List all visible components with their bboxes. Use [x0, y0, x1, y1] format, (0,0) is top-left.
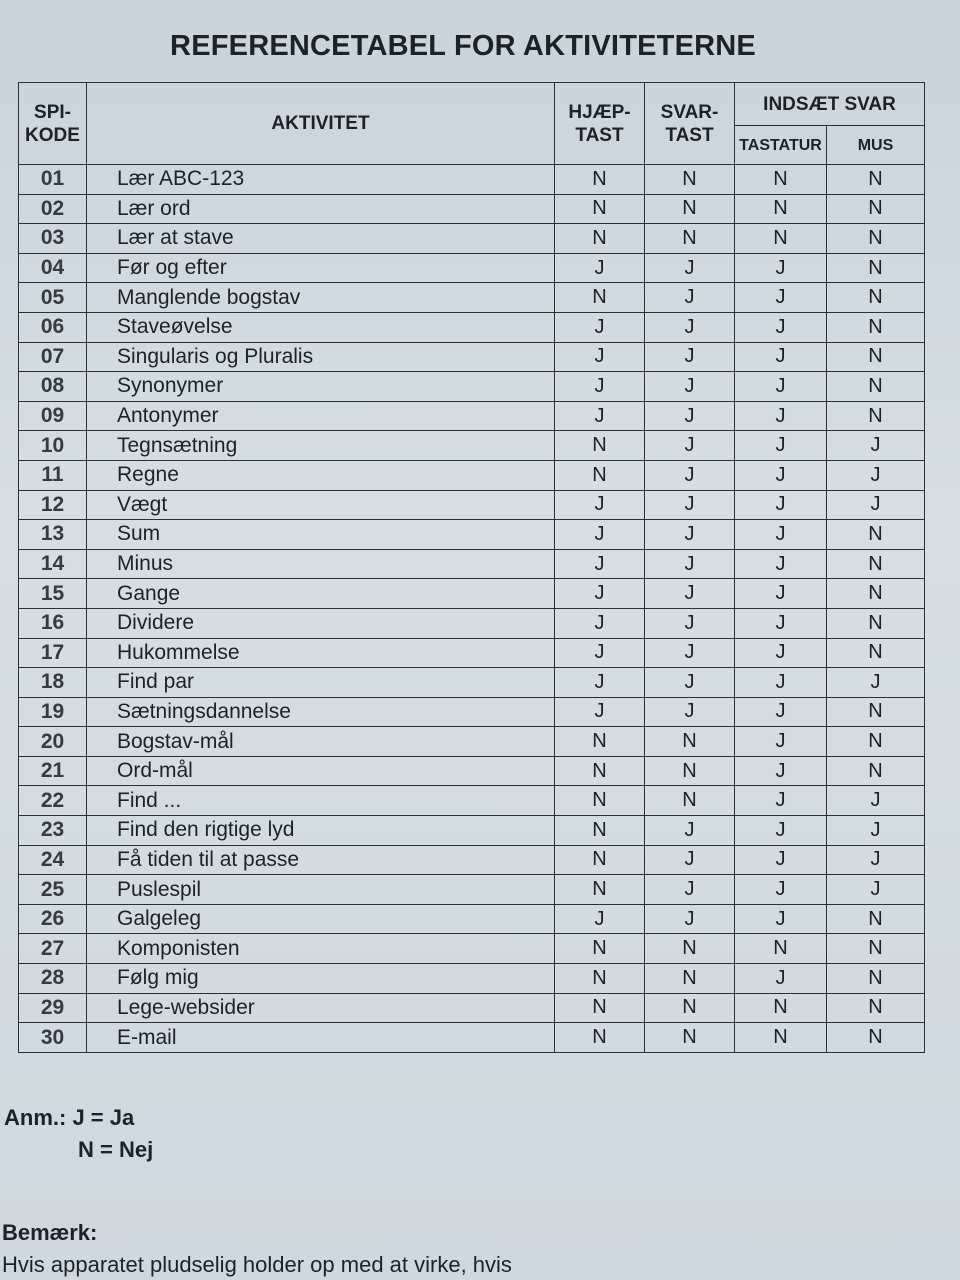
- row-help-key: N: [555, 194, 645, 224]
- row-mouse: N: [827, 194, 925, 224]
- row-code: 01: [19, 165, 87, 195]
- row-answer-key: J: [645, 668, 735, 698]
- row-mouse: N: [827, 756, 925, 786]
- row-mouse: J: [827, 875, 925, 905]
- row-code: 20: [19, 727, 87, 757]
- table-row: [19, 579, 925, 609]
- row-mouse: J: [827, 490, 925, 520]
- row-answer-key: J: [645, 431, 735, 461]
- row-code: 06: [19, 312, 87, 342]
- row-help-key: N: [555, 727, 645, 757]
- row-activity: Tegnsætning: [87, 431, 555, 461]
- row-keyboard: N: [735, 1023, 827, 1053]
- reference-table-container: [18, 82, 924, 1053]
- row-keyboard: N: [735, 194, 827, 224]
- row-mouse: N: [827, 549, 925, 579]
- row-help-key: J: [555, 638, 645, 668]
- header-insert-answer: INDSÆT SVAR: [735, 83, 925, 126]
- row-activity: Vægt: [87, 490, 555, 520]
- row-code: 17: [19, 638, 87, 668]
- row-keyboard: J: [735, 253, 827, 283]
- row-keyboard: J: [735, 638, 827, 668]
- row-keyboard: J: [735, 372, 827, 402]
- header-help-key: HJÆP- TAST: [555, 83, 645, 165]
- row-code: 22: [19, 786, 87, 816]
- row-mouse: J: [827, 668, 925, 698]
- row-activity: Sætningsdannelse: [87, 697, 555, 727]
- row-help-key: N: [555, 875, 645, 905]
- row-help-key: N: [555, 786, 645, 816]
- row-activity: Før og efter: [87, 253, 555, 283]
- row-mouse: N: [827, 283, 925, 313]
- row-code: 14: [19, 549, 87, 579]
- row-activity: Puslespil: [87, 875, 555, 905]
- table-row: [19, 638, 925, 668]
- row-code: 08: [19, 372, 87, 402]
- row-code: 18: [19, 668, 87, 698]
- row-mouse: N: [827, 579, 925, 609]
- row-answer-key: N: [645, 934, 735, 964]
- row-help-key: N: [555, 283, 645, 313]
- row-answer-key: N: [645, 993, 735, 1023]
- row-code: 09: [19, 401, 87, 431]
- header-answer-key: SVAR- TAST: [645, 83, 735, 165]
- row-keyboard: J: [735, 964, 827, 994]
- row-answer-key: J: [645, 342, 735, 372]
- row-mouse: J: [827, 431, 925, 461]
- row-answer-key: J: [645, 372, 735, 402]
- row-answer-key: J: [645, 697, 735, 727]
- row-activity: Find ...: [87, 786, 555, 816]
- row-code: 13: [19, 520, 87, 550]
- row-help-key: N: [555, 165, 645, 195]
- row-mouse: N: [827, 934, 925, 964]
- row-keyboard: J: [735, 401, 827, 431]
- row-keyboard: J: [735, 549, 827, 579]
- row-activity: Find den rigtige lyd: [87, 816, 555, 846]
- row-help-key: J: [555, 608, 645, 638]
- row-activity: Lær ord: [87, 194, 555, 224]
- row-answer-key: J: [645, 283, 735, 313]
- row-mouse: N: [827, 372, 925, 402]
- row-keyboard: J: [735, 727, 827, 757]
- remark-title: Bemærk:: [2, 1220, 98, 1245]
- row-answer-key: J: [645, 608, 735, 638]
- row-mouse: N: [827, 904, 925, 934]
- row-activity: Antonymer: [87, 401, 555, 431]
- row-code: 11: [19, 460, 87, 490]
- row-code: 16: [19, 608, 87, 638]
- table-row: [19, 165, 925, 195]
- row-mouse: N: [827, 165, 925, 195]
- row-mouse: N: [827, 401, 925, 431]
- row-keyboard: J: [735, 816, 827, 846]
- row-help-key: J: [555, 401, 645, 431]
- row-keyboard: N: [735, 224, 827, 254]
- row-mouse: J: [827, 786, 925, 816]
- row-mouse: N: [827, 342, 925, 372]
- header-code: SPI- KODE: [19, 83, 87, 165]
- row-help-key: J: [555, 579, 645, 609]
- row-keyboard: J: [735, 520, 827, 550]
- row-activity: Dividere: [87, 608, 555, 638]
- row-code: 25: [19, 875, 87, 905]
- row-mouse: J: [827, 816, 925, 846]
- row-help-key: J: [555, 253, 645, 283]
- row-activity: Lær ABC-123: [87, 165, 555, 195]
- row-keyboard: J: [735, 283, 827, 313]
- row-activity: Minus: [87, 549, 555, 579]
- row-help-key: J: [555, 490, 645, 520]
- header-activity: AKTIVITET: [87, 83, 555, 165]
- row-answer-key: N: [645, 964, 735, 994]
- row-help-key: J: [555, 549, 645, 579]
- row-answer-key: N: [645, 1023, 735, 1053]
- row-activity: E-mail: [87, 1023, 555, 1053]
- table-row: [19, 727, 925, 757]
- row-answer-key: J: [645, 816, 735, 846]
- row-code: 27: [19, 934, 87, 964]
- row-keyboard: J: [735, 786, 827, 816]
- row-mouse: N: [827, 224, 925, 254]
- row-mouse: N: [827, 964, 925, 994]
- table-body: [19, 165, 925, 1053]
- row-code: 02: [19, 194, 87, 224]
- row-mouse: N: [827, 253, 925, 283]
- row-activity: Galgeleg: [87, 904, 555, 934]
- row-keyboard: J: [735, 460, 827, 490]
- row-code: 05: [19, 283, 87, 313]
- row-activity: Singularis og Pluralis: [87, 342, 555, 372]
- row-code: 23: [19, 816, 87, 846]
- row-answer-key: N: [645, 786, 735, 816]
- row-help-key: N: [555, 224, 645, 254]
- row-mouse: J: [827, 460, 925, 490]
- row-answer-key: J: [645, 490, 735, 520]
- page-title: REFERENCETABEL FOR AKTIVITETERNE: [170, 30, 756, 62]
- row-code: 24: [19, 845, 87, 875]
- row-keyboard: J: [735, 312, 827, 342]
- row-code: 21: [19, 756, 87, 786]
- row-answer-key: J: [645, 875, 735, 905]
- table-row: [19, 224, 925, 254]
- row-answer-key: J: [645, 401, 735, 431]
- row-mouse: N: [827, 697, 925, 727]
- table-row: [19, 490, 925, 520]
- table-row: [19, 904, 925, 934]
- table-row: [19, 816, 925, 846]
- row-code: 15: [19, 579, 87, 609]
- notes-no: N = Nej: [78, 1137, 154, 1162]
- table-row: [19, 875, 925, 905]
- row-keyboard: N: [735, 934, 827, 964]
- row-activity: Lær at stave: [87, 224, 555, 254]
- row-activity: Staveøvelse: [87, 312, 555, 342]
- row-answer-key: J: [645, 638, 735, 668]
- row-code: 30: [19, 1023, 87, 1053]
- row-keyboard: N: [735, 993, 827, 1023]
- notes-yes: J = Ja: [72, 1105, 135, 1130]
- table-row: [19, 756, 925, 786]
- row-keyboard: J: [735, 431, 827, 461]
- row-mouse: J: [827, 845, 925, 875]
- table-row: [19, 312, 925, 342]
- table-row: [19, 668, 925, 698]
- row-activity: Manglende bogstav: [87, 283, 555, 313]
- table-row: [19, 786, 925, 816]
- row-keyboard: J: [735, 904, 827, 934]
- row-activity: Hukommelse: [87, 638, 555, 668]
- row-help-key: J: [555, 668, 645, 698]
- row-mouse: N: [827, 520, 925, 550]
- row-code: 12: [19, 490, 87, 520]
- row-keyboard: J: [735, 490, 827, 520]
- row-activity: Synonymer: [87, 372, 555, 402]
- row-activity: Find par: [87, 668, 555, 698]
- row-answer-key: N: [645, 756, 735, 786]
- row-keyboard: J: [735, 668, 827, 698]
- row-answer-key: N: [645, 224, 735, 254]
- header-mouse: MUS: [827, 126, 925, 165]
- row-mouse: N: [827, 1023, 925, 1053]
- row-code: 04: [19, 253, 87, 283]
- row-answer-key: J: [645, 579, 735, 609]
- reference-table: [18, 82, 925, 1053]
- row-help-key: J: [555, 342, 645, 372]
- row-code: 10: [19, 431, 87, 461]
- row-answer-key: N: [645, 727, 735, 757]
- row-help-key: N: [555, 934, 645, 964]
- row-activity: Gange: [87, 579, 555, 609]
- row-answer-key: J: [645, 549, 735, 579]
- row-help-key: J: [555, 904, 645, 934]
- table-row: [19, 283, 925, 313]
- table-row: [19, 1023, 925, 1053]
- row-mouse: N: [827, 608, 925, 638]
- row-help-key: J: [555, 697, 645, 727]
- table-row: [19, 431, 925, 461]
- row-keyboard: J: [735, 845, 827, 875]
- row-code: 26: [19, 904, 87, 934]
- header-keyboard: TASTATUR: [735, 126, 827, 165]
- row-code: 03: [19, 224, 87, 254]
- row-help-key: N: [555, 845, 645, 875]
- row-help-key: N: [555, 1023, 645, 1053]
- table-row: [19, 608, 925, 638]
- row-help-key: J: [555, 520, 645, 550]
- row-answer-key: J: [645, 460, 735, 490]
- table-row: [19, 845, 925, 875]
- row-help-key: N: [555, 816, 645, 846]
- row-activity: Følg mig: [87, 964, 555, 994]
- row-keyboard: J: [735, 608, 827, 638]
- row-code: 28: [19, 964, 87, 994]
- row-code: 19: [19, 697, 87, 727]
- row-keyboard: J: [735, 875, 827, 905]
- row-help-key: J: [555, 372, 645, 402]
- row-help-key: N: [555, 431, 645, 461]
- row-code: 29: [19, 993, 87, 1023]
- row-mouse: N: [827, 993, 925, 1023]
- row-keyboard: J: [735, 579, 827, 609]
- table-row: [19, 342, 925, 372]
- table-row: [19, 520, 925, 550]
- row-activity: Ord-mål: [87, 756, 555, 786]
- row-keyboard: J: [735, 756, 827, 786]
- row-code: 07: [19, 342, 87, 372]
- remark-text: Hvis apparatet pludselig holder op med at virke, hvis: [2, 1252, 512, 1277]
- row-answer-key: J: [645, 904, 735, 934]
- row-activity: Sum: [87, 520, 555, 550]
- row-answer-key: N: [645, 165, 735, 195]
- row-keyboard: N: [735, 165, 827, 195]
- table-row: [19, 549, 925, 579]
- row-keyboard: J: [735, 697, 827, 727]
- row-answer-key: J: [645, 253, 735, 283]
- row-activity: Regne: [87, 460, 555, 490]
- table-row: [19, 253, 925, 283]
- table-row: [19, 194, 925, 224]
- row-help-key: N: [555, 993, 645, 1023]
- notes-label: Anm.:: [4, 1105, 67, 1130]
- table-row: [19, 372, 925, 402]
- row-answer-key: J: [645, 845, 735, 875]
- row-help-key: N: [555, 460, 645, 490]
- notes: [4, 1102, 153, 1166]
- row-mouse: N: [827, 727, 925, 757]
- row-activity: Lege-websider: [87, 993, 555, 1023]
- table-row: [19, 697, 925, 727]
- row-answer-key: J: [645, 312, 735, 342]
- row-activity: Bogstav-mål: [87, 727, 555, 757]
- row-mouse: N: [827, 312, 925, 342]
- row-activity: Få tiden til at passe: [87, 845, 555, 875]
- row-keyboard: J: [735, 342, 827, 372]
- table-row: [19, 460, 925, 490]
- table-row: [19, 964, 925, 994]
- row-activity: Komponisten: [87, 934, 555, 964]
- row-answer-key: J: [645, 520, 735, 550]
- row-mouse: N: [827, 638, 925, 668]
- row-answer-key: N: [645, 194, 735, 224]
- row-help-key: N: [555, 964, 645, 994]
- table-row: [19, 401, 925, 431]
- row-help-key: N: [555, 756, 645, 786]
- row-help-key: J: [555, 312, 645, 342]
- table-row: [19, 993, 925, 1023]
- table-row: [19, 934, 925, 964]
